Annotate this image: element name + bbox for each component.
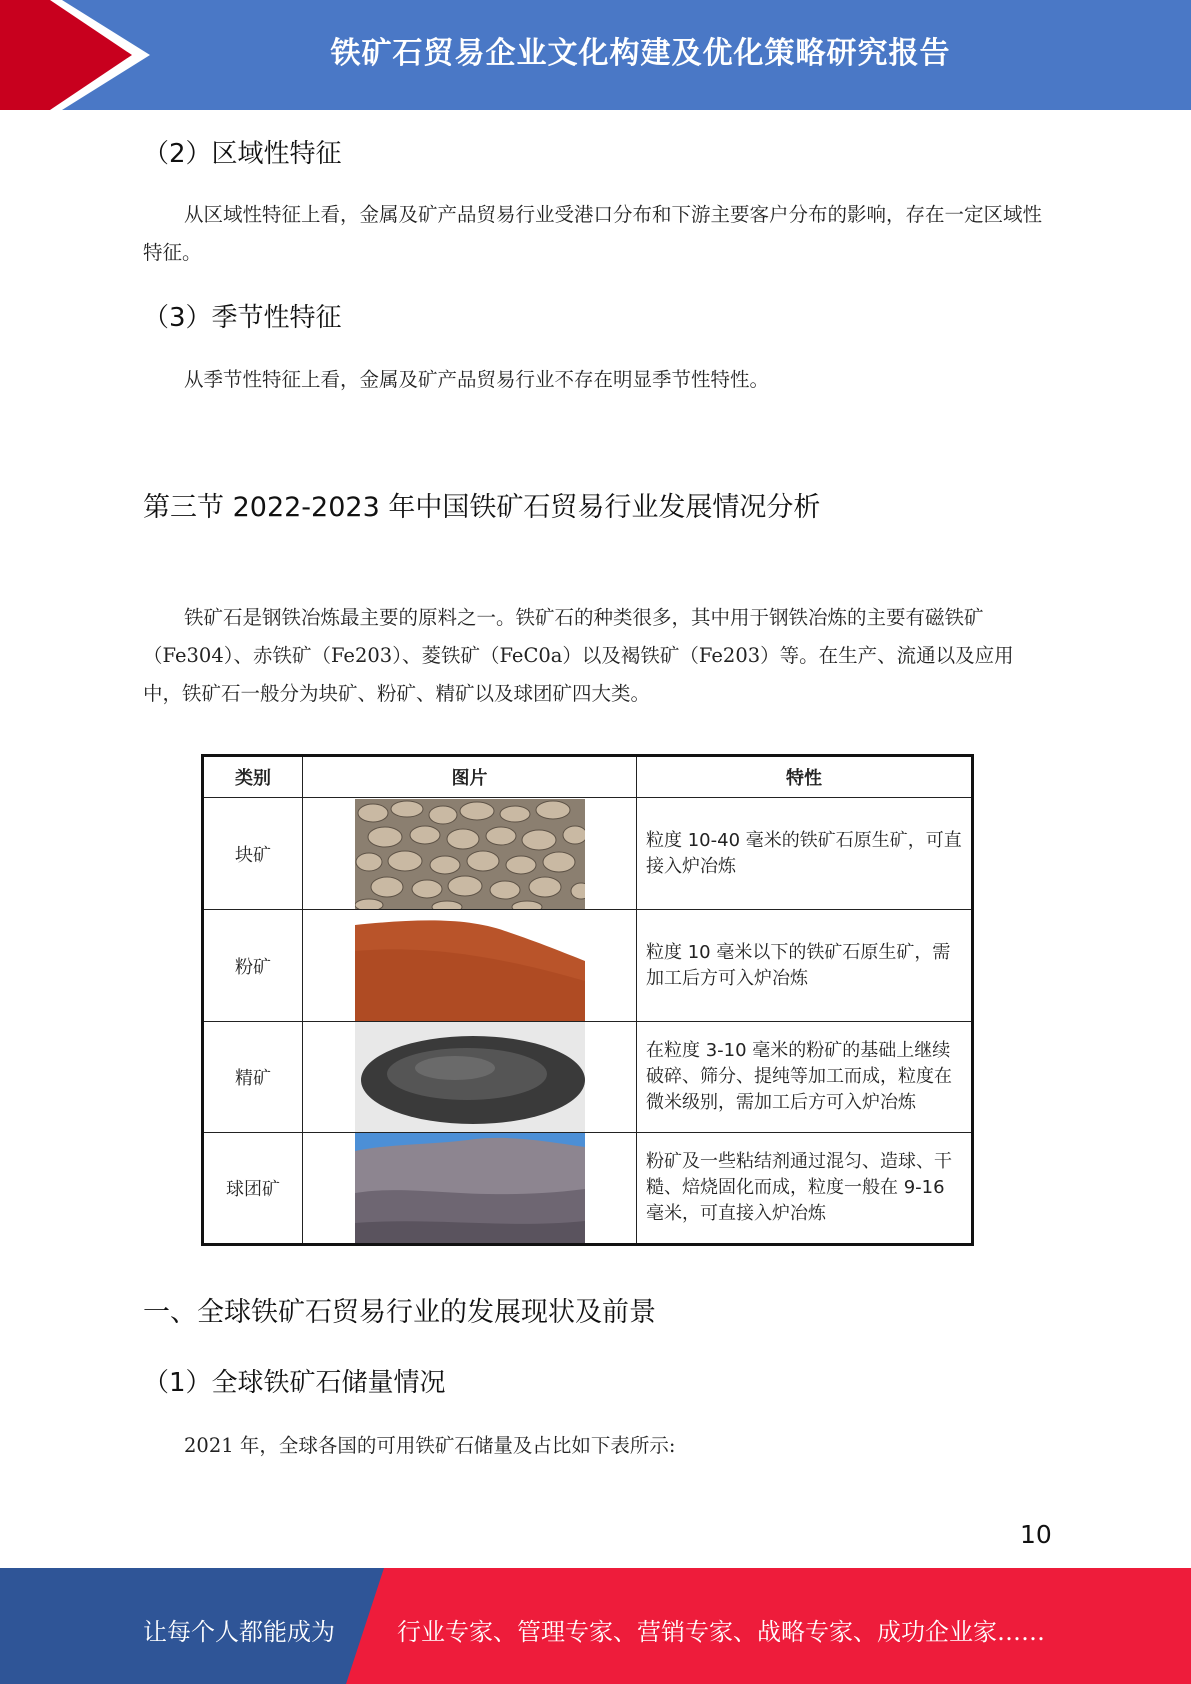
regional-heading: （2）区域性特征 [143, 139, 342, 169]
global-heading: 一、全球铁矿石贸易行业的发展现状及前景 [143, 1297, 656, 1328]
ore-feature: 粉矿及一些粘结剂通过混匀、造球、干糙、焙烧固化而成，粒度一般在 9-16 毫米，可直接入炉冶炼 [637, 1133, 973, 1245]
header-banner [0, 0, 1191, 110]
concentrate-photo [355, 1022, 585, 1132]
ore-category: 块矿 [203, 798, 303, 910]
ore-feature: 在粒度 3-10 毫米的粉矿的基础上继续破碎、筛分、提纯等加工而成，粒度在微米级别，需加工后方可入炉冶炼 [637, 1022, 973, 1133]
ore-types-table [201, 754, 974, 1246]
fine-ore-photo [355, 911, 585, 1021]
page-number: 10 [1020, 1520, 1052, 1549]
footer-slogan-right: 行业专家、管理专家、营销专家、战略专家、成功企业家…… [397, 1618, 1045, 1646]
ore-category: 精矿 [203, 1022, 303, 1133]
column-header-photo: 图片 [303, 756, 637, 798]
ore-category: 球团矿 [203, 1133, 303, 1245]
ore-category: 粉矿 [203, 910, 303, 1022]
table-row [203, 1022, 973, 1133]
reserves-paragraph: 2021 年，全球各国的可用铁矿石储量及占比如下表所示: [184, 1434, 676, 1457]
seasonal-heading: （3）季节性特征 [143, 303, 342, 333]
footer-slogan-left: 让每个人都能成为 [143, 1618, 335, 1646]
table-row [203, 798, 973, 910]
column-header-category: 类别 [203, 756, 303, 798]
ore-feature: 粒度 10 毫米以下的铁矿石原生矿，需加工后方可入炉冶炼 [637, 910, 973, 1022]
reserves-heading: （1）全球铁矿石储量情况 [143, 1368, 446, 1398]
chapter-heading: 第三节 2022-2023 年中国铁矿石贸易行业发展情况分析 [143, 492, 821, 523]
ore-feature: 粒度 10-40 毫米的铁矿石原生矿，可直接入炉冶炼 [637, 798, 973, 910]
column-header-feature: 特性 [637, 756, 973, 798]
report-title: 铁矿石贸易企业文化构建及优化策略研究报告 [330, 36, 951, 71]
pellet-ore-photo [355, 1133, 585, 1243]
lump-ore-photo [355, 799, 585, 909]
regional-paragraph: 从区域性特征上看，金属及矿产品贸易行业受港口分布和下游主要客户分布的影响，存在一定区域性特征。 [143, 203, 1043, 264]
intro-paragraph: 铁矿石是钢铁冶炼最主要的原料之一。铁矿石的种类很多，其中用于钢铁冶炼的主要有磁铁矿（Fe304）、赤铁矿（Fe203）、菱铁矿（FeC0a）以及褐铁矿（Fe203）等。在生产、流通以及应用中，铁矿石一般分为块矿、粉矿、精矿以及球团矿四大类。 [143, 606, 1014, 705]
seasonal-paragraph: 从季节性特征上看，金属及矿产品贸易行业不存在明显季节性特性。 [184, 368, 770, 391]
table-header-row [203, 756, 973, 798]
table-row [203, 910, 973, 1022]
table-row [203, 1133, 973, 1245]
